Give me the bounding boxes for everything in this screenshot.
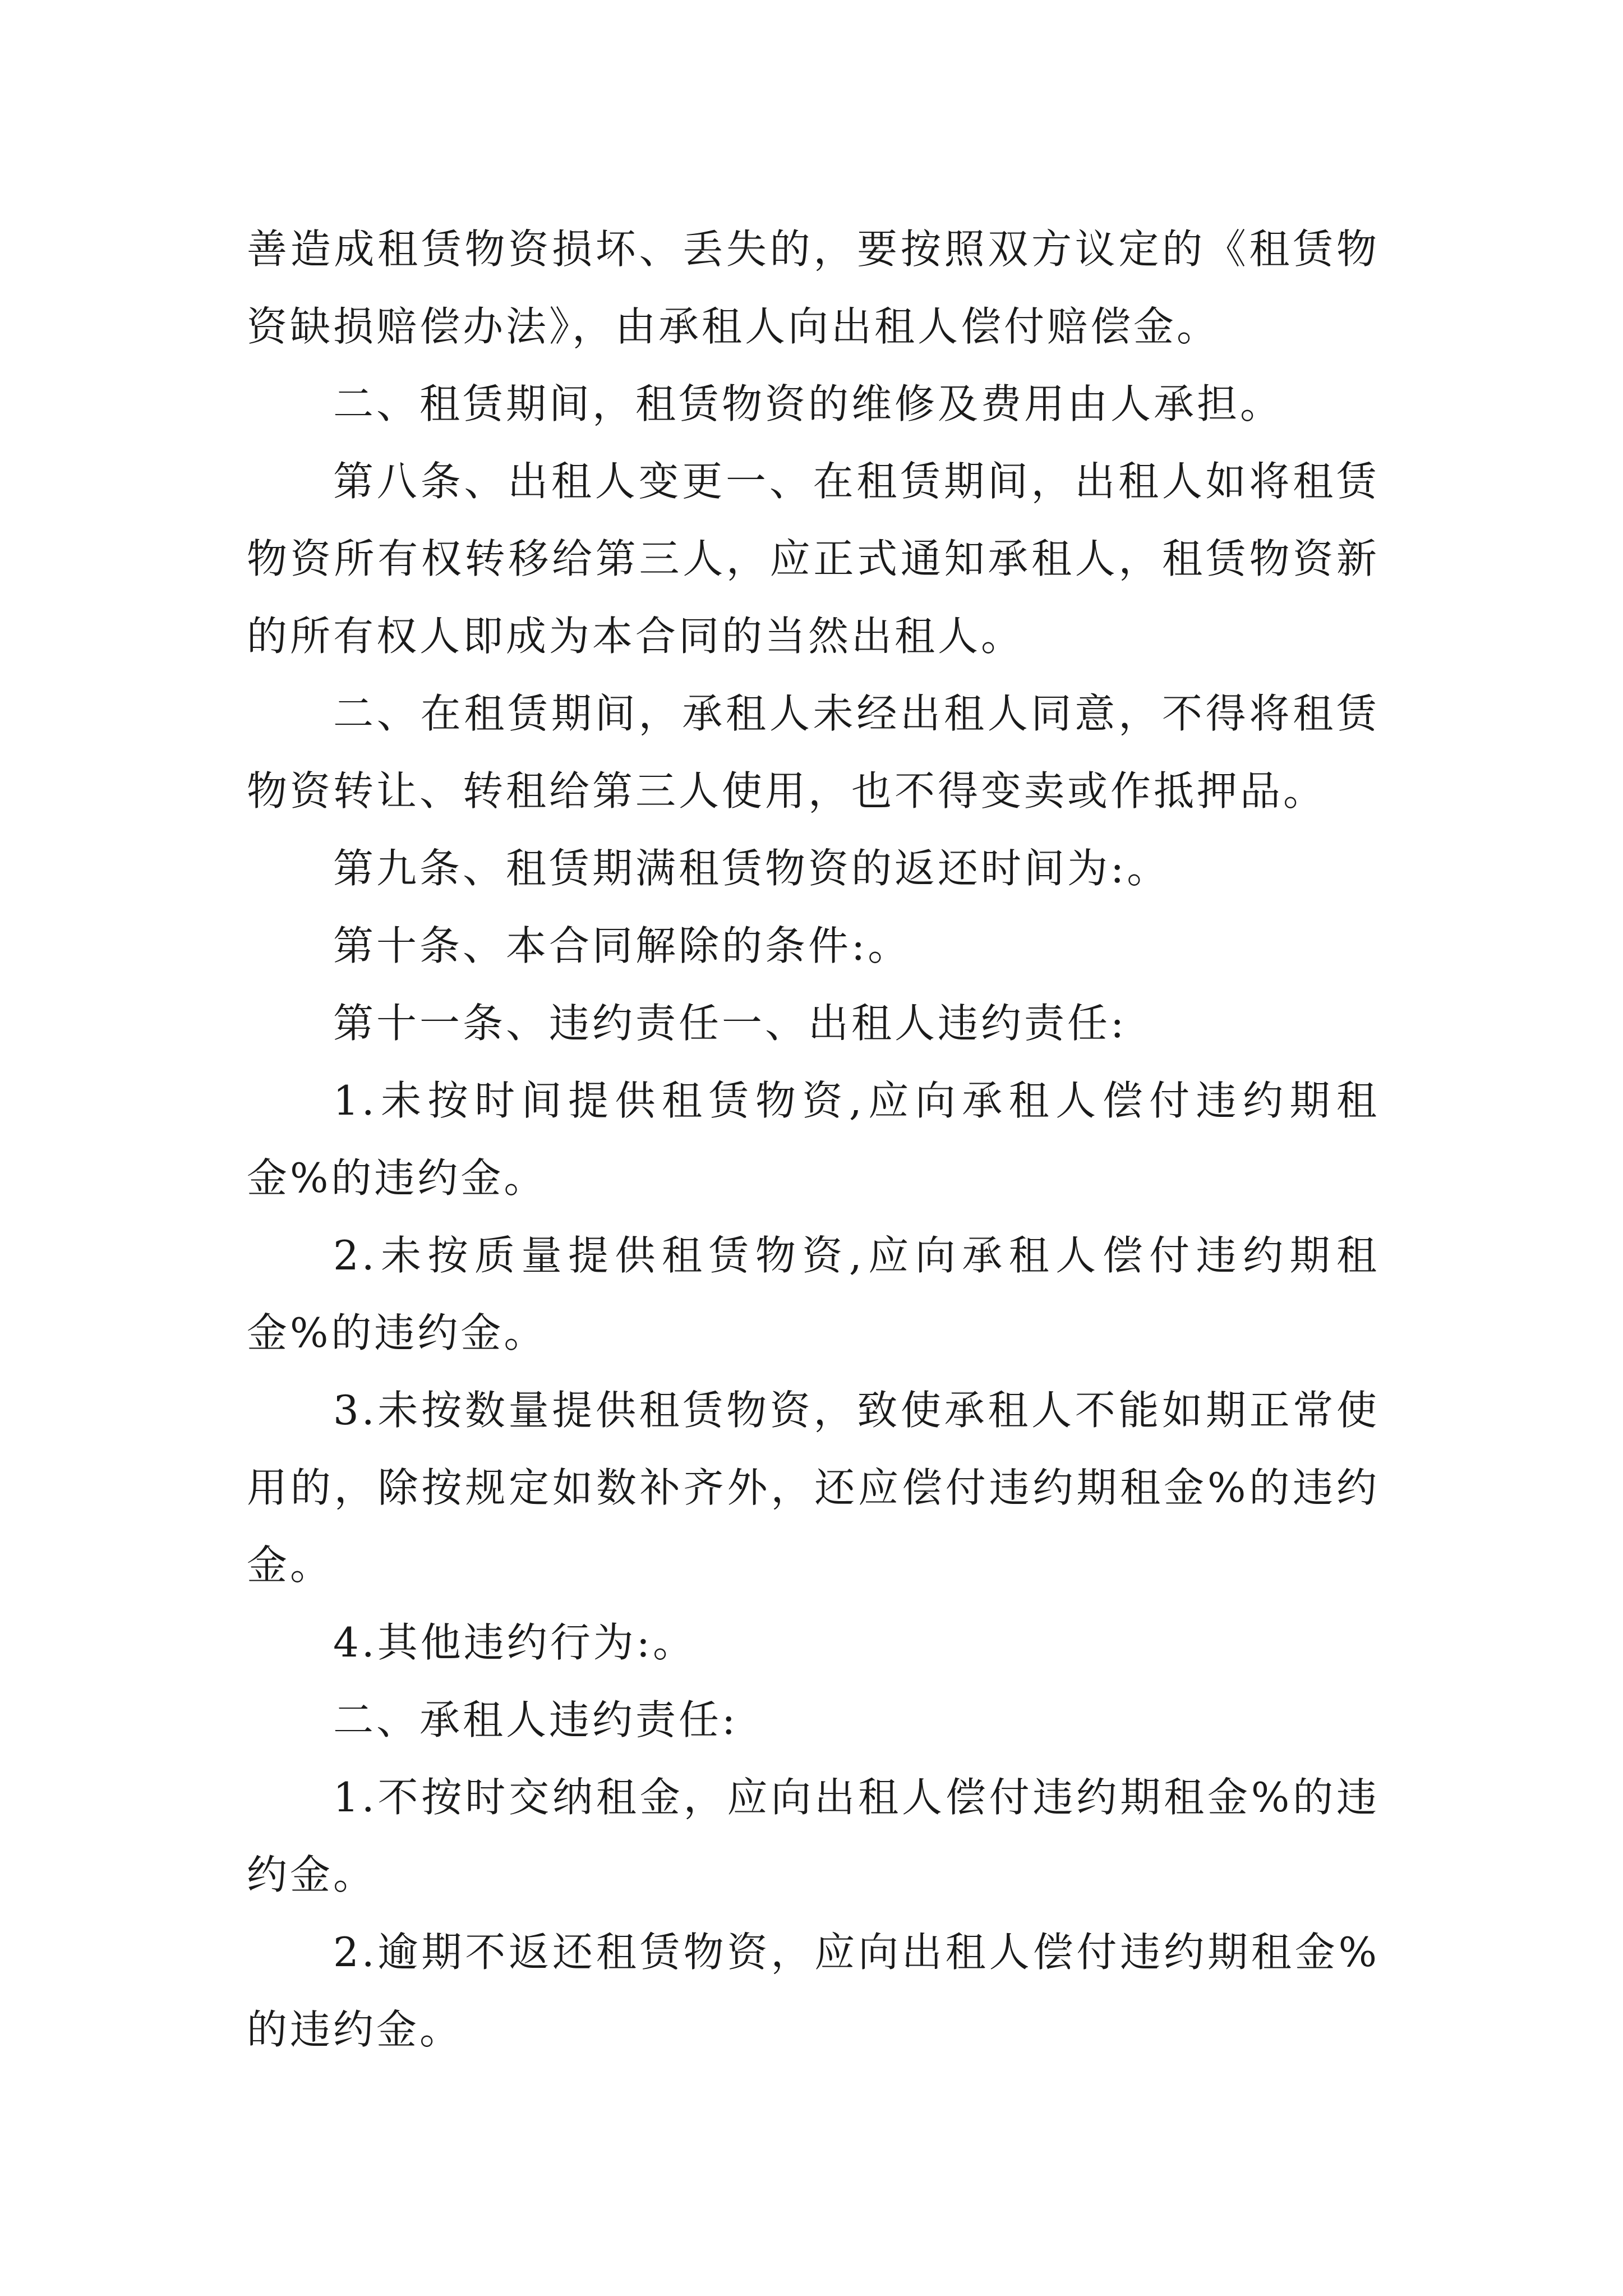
paragraph-10: 3.未按数量提供租赁物资，致使承租人不能如期正常使用的，除按规定如数补齐外，还应偿付违约期租金%的违约金。	[247, 1387, 1380, 1589]
paragraph-2: 二、租赁期间，租赁物资的维修及费用由人承担。	[333, 380, 1284, 427]
paragraph-8: 1.未按时间提供租赁物资,应向承租人偿付违约期租金%的违约金。	[247, 1077, 1380, 1202]
paragraph-5: 第九条、租赁期满租赁物资的返还时间为:。	[333, 845, 1170, 892]
paragraph-9: 2.未按质量提供租赁物资,应向承租人偿付违约期租金%的违约金。	[247, 1232, 1380, 1356]
paragraph-11: 4.其他违约行为:。	[333, 1619, 696, 1666]
paragraph-1: 善造成租赁物资损坏、丢失的，要按照双方议定的《租赁物资缺损赔偿办法》，由承租人向出租人偿付赔偿金。	[247, 226, 1380, 350]
document-body	[247, 210, 1380, 2068]
paragraph-6: 第十条、本合同解除的条件:。	[333, 922, 911, 969]
paragraph-7: 第十一条、违约责任一、出租人违约责任:	[333, 1000, 1127, 1047]
paragraph-3: 第八条、出租人变更一、在租赁期间，出租人如将租赁物资所有权转移给第三人，应正式通知承租人，租赁物资新的所有权人即成为本合同的当然出租人。	[247, 458, 1380, 660]
paragraph-13: 1.不按时交纳租金，应向出租人偿付违约期租金%的违约金。	[247, 1774, 1380, 1898]
paragraph-12: 二、承租人违约责任:	[333, 1696, 739, 1743]
paragraph-14: 2.逾期不返还租赁物资，应向出租人偿付违约期租金%的违约金。	[247, 1929, 1380, 2053]
paragraph-4: 二、在租赁期间，承租人未经出租人同意，不得将租赁物资转让、转租给第三人使用，也不得变卖或作抵押品。	[247, 690, 1380, 815]
